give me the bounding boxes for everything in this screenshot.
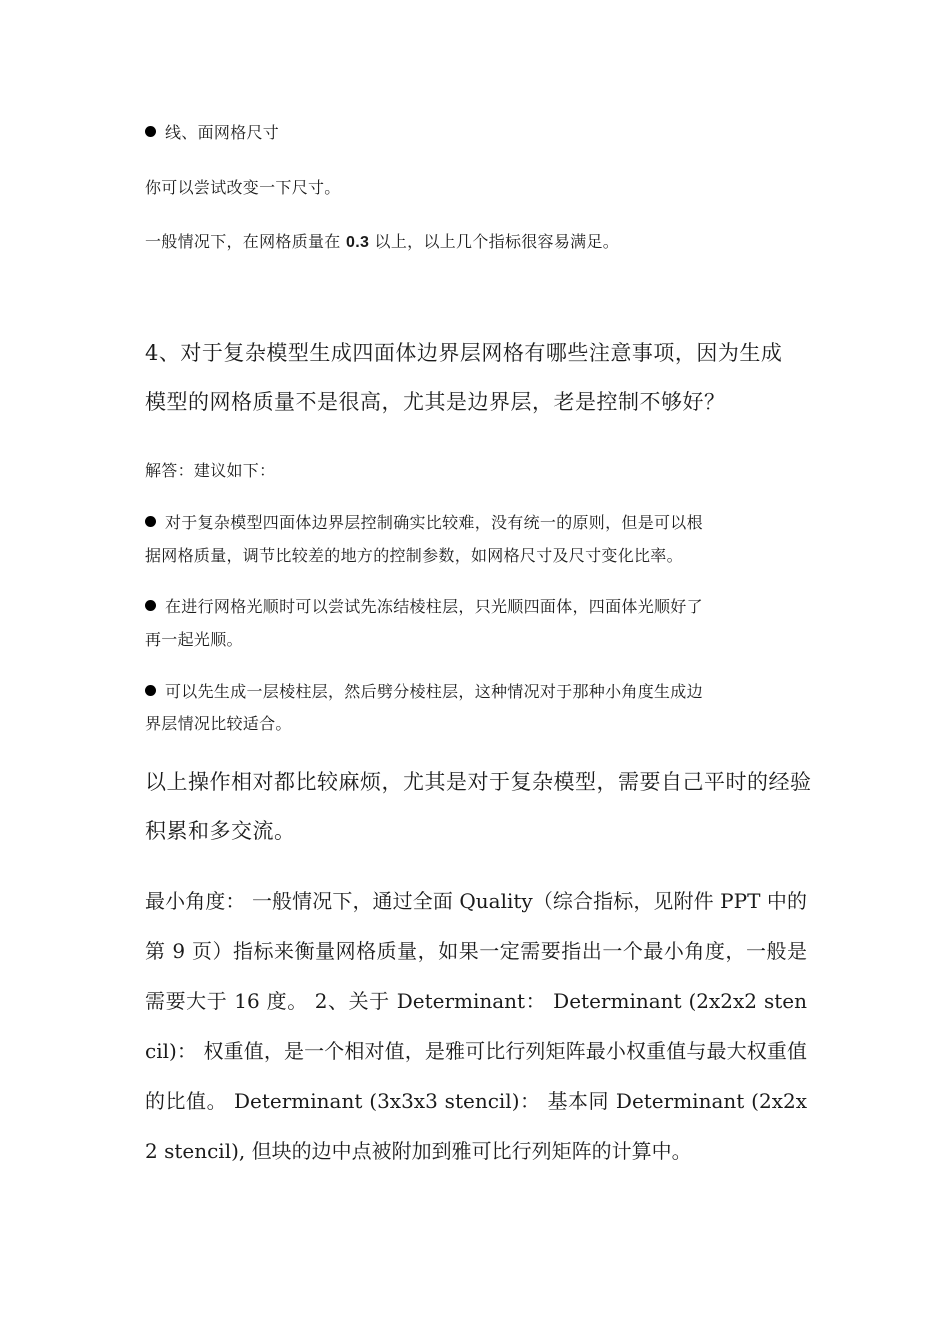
bullet-icon (145, 685, 156, 696)
bullet-text: 线、面网格尺寸 (165, 123, 280, 142)
question-heading-line-2: 模型的网格质量不是很高，尤其是边界层，老是控制不够好？ (145, 390, 726, 414)
general-text-before: 一般情况下，在网格质量在 (145, 232, 341, 251)
paragraph-try-size: 你可以尝试改变一下尺寸。 (145, 178, 341, 197)
suggestion-2-line-1: 在进行网格光顺时可以尝试先冻结棱柱层，只光顺四面体，四面体光顺好了 (145, 594, 703, 617)
suggestion-1-line-2: 据网格质量，调节比较差的地方的控制参数，如网格尺寸及尺寸变化比率。 (145, 546, 683, 565)
summary-line-2: 积累和多交流。 (145, 819, 296, 843)
summary-line-1: 以上操作相对都比较麻烦，尤其是对于复杂模型，需要自己平时的经验 (145, 770, 812, 794)
suggestion-2-line-2: 再一起光顺。 (145, 630, 243, 649)
suggestion-3-line-2: 界层情况比较适合。 (145, 714, 292, 733)
suggestion-1-line-1: 对于复杂模型四面体边界层控制确实比较难，没有统一的原则，但是可以根 (145, 510, 703, 533)
general-text-after: 以上，以上几个指标很容易满足。 (374, 232, 620, 251)
quality-value: 0.3 (346, 234, 370, 251)
min-angle-paragraph: 最小角度： 一般情况下，通过全面 Quality（综合指标，见附件 PPT 中的第 9 页）指标来衡量网格质量，如果一定需要指出一个最小角度，一般是需要大于 16 度。 2、关于 Determinant： Determinant (2x2x2 stencil)： 权重值，是一个相对值，是雅可比行列矩阵最小权重值与最大权重值的比值。 Determinant (3x3x3 stencil)： 基本同 Determinant (2x2x2 stencil), 但块的边中点被附加到雅可比行列矩阵的计算中。 (145, 889, 807, 1163)
suggestion-3-line-1: 可以先生成一层棱柱层，然后劈分棱柱层，这种情况对于那种小角度生成边 (145, 679, 703, 702)
answer-label: 解答：建议如下： (145, 461, 276, 480)
bullet-icon (145, 516, 156, 527)
question-heading-line-1: 4、对于复杂模型生成四面体边界层网格有哪些注意事项，因为生成 (145, 341, 783, 365)
paragraph-general-quality (145, 229, 619, 252)
bullet-icon (145, 600, 156, 611)
bullet-icon (145, 126, 156, 137)
bullet-item-mesh-size (145, 120, 279, 143)
